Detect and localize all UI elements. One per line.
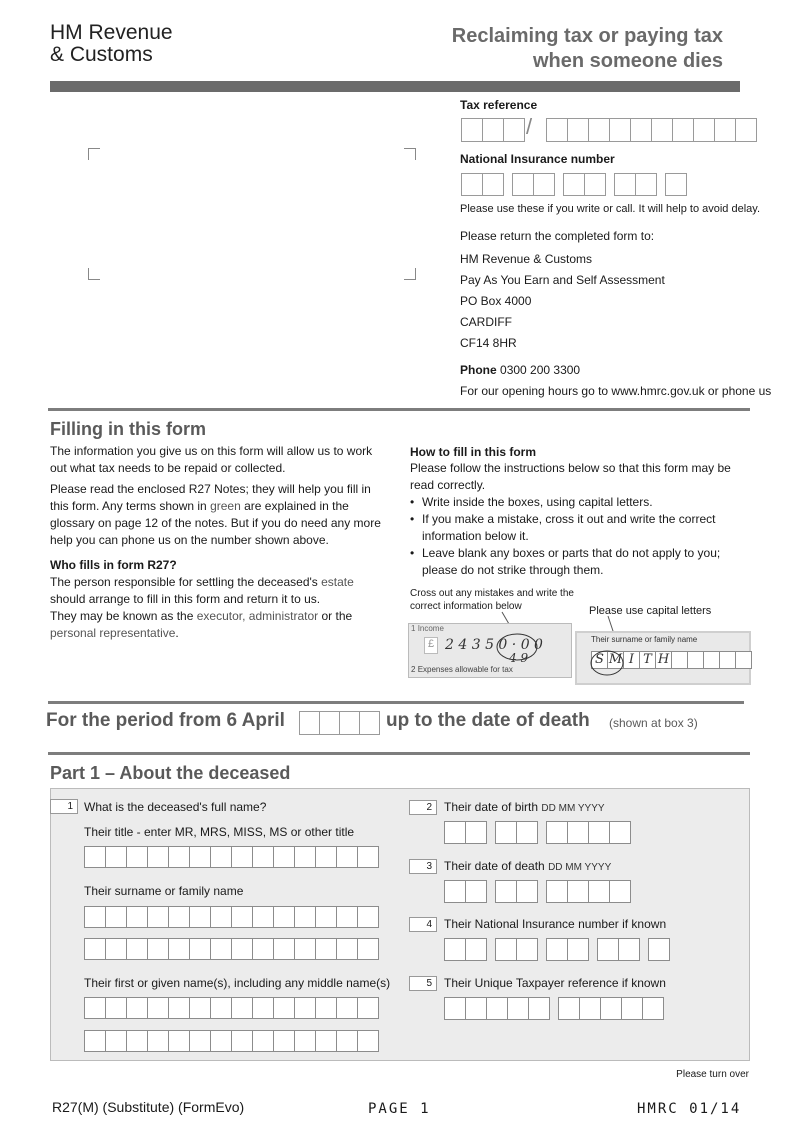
who-part-a: The person responsible for settling the deceased's (50, 575, 322, 589)
char-box[interactable] (126, 846, 148, 868)
char-box[interactable] (84, 997, 106, 1019)
char-box[interactable] (231, 1030, 253, 1052)
char-box[interactable] (147, 1030, 169, 1052)
q3-label-text: Their date of death (444, 859, 545, 873)
example-box-number: 2 (411, 665, 416, 674)
char-box[interactable] (168, 1030, 190, 1052)
phone-line (460, 363, 580, 377)
char-box[interactable] (168, 906, 190, 928)
q2-label (444, 800, 605, 814)
char-box[interactable] (252, 997, 274, 1019)
char-box[interactable] (168, 846, 190, 868)
address-line: PO Box 4000 (460, 294, 532, 308)
char-box[interactable] (189, 906, 211, 928)
q1-number: 1 (50, 799, 78, 814)
use-note: Please use these if you write or call. It will help to avoid delay. (460, 203, 761, 215)
glossary-term-estate: estate (321, 575, 354, 589)
char-box[interactable] (105, 1030, 127, 1052)
example-surname-box (719, 651, 736, 669)
tax-reference-box (735, 118, 757, 142)
q3-label (444, 859, 611, 873)
nino-box (584, 173, 606, 196)
turn-over-note: Please turn over (676, 1069, 749, 1080)
date-box[interactable] (495, 821, 517, 844)
form-code: HMRC 01/14 (637, 1101, 742, 1117)
q5-number: 5 (409, 976, 437, 991)
utr-box[interactable] (621, 997, 643, 1020)
part1-divider (48, 752, 750, 755)
utr-box[interactable] (528, 997, 550, 1020)
tax-reference-box (693, 118, 715, 142)
example-pound-box: £ (424, 637, 438, 654)
nino-box[interactable] (495, 938, 517, 961)
example-correction: 4 9 (509, 651, 529, 665)
nino-box[interactable] (618, 938, 640, 961)
address-window-corner-tl (88, 148, 100, 160)
char-box[interactable] (252, 906, 274, 928)
form-reference: R27(M) (Substitute) (FormEvo) (52, 1099, 245, 1115)
para2-part-b: are explained in the glossary on page 12 of the notes. But if you do need any more help you can phone us on the number shown above. (50, 499, 381, 547)
period-year-box[interactable] (359, 711, 380, 735)
address-line: HM Revenue & Customs (460, 252, 593, 266)
char-box[interactable] (336, 938, 358, 960)
date-box[interactable] (546, 821, 568, 844)
example-surname-box (703, 651, 720, 669)
char-box[interactable] (189, 938, 211, 960)
q3-number: 3 (409, 859, 437, 874)
char-box[interactable] (357, 997, 379, 1019)
char-box[interactable] (126, 997, 148, 1019)
char-box[interactable] (357, 938, 379, 960)
char-box[interactable] (84, 906, 106, 928)
nino-box[interactable] (465, 938, 487, 961)
nino-box[interactable] (546, 938, 568, 961)
char-box[interactable] (231, 938, 253, 960)
q4-label: Their National Insurance number if known (444, 917, 667, 931)
example-income-text: Income (417, 624, 444, 633)
char-box[interactable] (294, 997, 316, 1019)
example-surname-label: Their surname or family name (591, 635, 698, 644)
char-box[interactable] (84, 1030, 106, 1052)
return-address (460, 249, 665, 354)
tax-reference-box (546, 118, 568, 142)
char-box[interactable] (357, 1030, 379, 1052)
date-box[interactable] (588, 821, 610, 844)
char-box[interactable] (231, 846, 253, 868)
nino-box (512, 173, 534, 196)
char-box[interactable] (336, 1030, 358, 1052)
title-label: Their title - enter MR, MRS, MISS, MS or other title (84, 825, 355, 839)
address-window-corner-tr (404, 148, 416, 160)
date-box[interactable] (516, 880, 538, 903)
period-year-box[interactable] (299, 711, 320, 735)
nino-box[interactable] (567, 938, 589, 961)
who-para (50, 574, 385, 642)
how-item: • If you make a mistake, cross it out and write the correct information below it. (410, 511, 750, 545)
period-text-before: For the period from 6 April (46, 710, 285, 731)
example-surname-box: I (623, 651, 640, 669)
address-line: Pay As You Earn and Self Assessment (460, 273, 665, 287)
how-item: • Write inside the boxes, using capital letters. (410, 494, 750, 511)
char-box[interactable] (252, 1030, 274, 1052)
date-box[interactable] (588, 880, 610, 903)
header-bar (50, 81, 740, 92)
address-line: CF14 8HR (460, 336, 517, 350)
example-expenses-text: Expenses allowable for tax (417, 665, 513, 674)
char-box[interactable] (210, 997, 232, 1019)
tax-reference-box (630, 118, 652, 142)
char-box[interactable] (147, 906, 169, 928)
char-box[interactable] (336, 997, 358, 1019)
char-box[interactable] (168, 938, 190, 960)
date-box[interactable] (609, 880, 631, 903)
nino-box (563, 173, 585, 196)
char-box[interactable] (105, 997, 127, 1019)
utr-box[interactable] (444, 997, 466, 1020)
surname-label: Their surname or family name (84, 884, 244, 898)
utr-box[interactable] (600, 997, 622, 1020)
phone-number: 0300 200 3300 (500, 363, 581, 377)
char-box[interactable] (105, 846, 127, 868)
tax-reference-box (482, 118, 504, 142)
example-surname-panel (575, 631, 751, 685)
example-surname-box (687, 651, 704, 669)
example-surname-box: M (608, 652, 623, 667)
nino-box (461, 173, 483, 196)
char-box[interactable] (210, 906, 232, 928)
example-surname-box: T (639, 651, 656, 669)
phone-label: Phone (460, 363, 497, 377)
char-box[interactable] (84, 846, 106, 868)
char-box[interactable] (294, 938, 316, 960)
tax-reference-box (567, 118, 589, 142)
char-box[interactable] (357, 906, 379, 928)
example-surname-box (735, 651, 752, 669)
glossary-term-executor: executor, administrator (196, 609, 319, 623)
char-box[interactable] (231, 906, 253, 928)
char-box[interactable] (210, 938, 232, 960)
how-heading: How to fill in this form (410, 445, 536, 459)
char-box[interactable] (84, 938, 106, 960)
nino-box (635, 173, 657, 196)
document-title (452, 24, 723, 74)
date-box[interactable] (516, 821, 538, 844)
char-box[interactable] (273, 1030, 295, 1052)
char-box[interactable] (252, 938, 274, 960)
date-box[interactable] (465, 821, 487, 844)
char-box[interactable] (315, 997, 337, 1019)
q2-number: 2 (409, 800, 437, 815)
example-surname-box (671, 651, 688, 669)
tax-reference-box (714, 118, 736, 142)
tax-reference-box (503, 118, 525, 142)
char-box[interactable] (294, 906, 316, 928)
utr-box[interactable] (486, 997, 508, 1020)
example-amount: 2 4 3 5 0 · 0 0 (445, 637, 543, 653)
date-box[interactable] (444, 821, 466, 844)
date-box[interactable] (567, 880, 589, 903)
char-box[interactable] (252, 846, 274, 868)
title-line-1: Reclaiming tax or paying tax (451, 25, 723, 47)
char-box[interactable] (294, 846, 316, 868)
glossary-term-green: green (210, 499, 241, 513)
nino-label: National Insurance number (460, 152, 615, 166)
who-part-b: should arrange to fill in this form and return it to us. (50, 592, 321, 606)
example-income-label (411, 624, 444, 633)
char-box[interactable] (231, 997, 253, 1019)
address-window-corner-bl (88, 268, 100, 280)
char-box[interactable] (210, 1030, 232, 1052)
date-box[interactable] (495, 880, 517, 903)
date-box[interactable] (444, 880, 466, 903)
nino-box (533, 173, 555, 196)
char-box[interactable] (147, 846, 169, 868)
utr-box[interactable] (507, 997, 529, 1020)
title-line-2: when someone dies (532, 50, 723, 72)
period-note: (shown at box 3) (609, 716, 698, 730)
char-box[interactable] (315, 1030, 337, 1052)
filling-heading: Filling in this form (50, 419, 206, 439)
char-box[interactable] (126, 1030, 148, 1052)
filling-para-2 (50, 481, 385, 549)
hours-note: For our opening hours go to www.hmrc.gov.uk or phone us (460, 384, 772, 398)
char-box[interactable] (189, 846, 211, 868)
char-box[interactable] (315, 906, 337, 928)
char-box[interactable] (126, 938, 148, 960)
q4-number: 4 (409, 917, 437, 932)
char-box[interactable] (105, 906, 127, 928)
return-intro: Please return the completed form to: (460, 229, 655, 243)
how-list (410, 494, 750, 579)
tax-reference-box (609, 118, 631, 142)
example-surname-box: S (591, 651, 608, 669)
address-line: CARDIFF (460, 315, 512, 329)
char-box[interactable] (273, 906, 295, 928)
address-window-corner-br (404, 268, 416, 280)
period-year-box[interactable] (339, 711, 360, 735)
how-intro: Please follow the instructions below so that this form may be read correctly. (410, 461, 731, 492)
utr-box[interactable] (558, 997, 580, 1020)
char-box[interactable] (273, 997, 295, 1019)
q1-label: What is the deceased's full name? (84, 800, 267, 814)
nino-box[interactable] (444, 938, 466, 961)
logo-line-1: HM Revenue (50, 21, 173, 44)
char-box[interactable] (315, 938, 337, 960)
example-box-number: 1 (411, 624, 416, 633)
char-box[interactable] (126, 906, 148, 928)
nino-box[interactable] (516, 938, 538, 961)
char-box[interactable] (168, 997, 190, 1019)
tax-reference-separator: / (526, 114, 533, 139)
char-box[interactable] (189, 1030, 211, 1052)
given-names-label: Their first or given name(s), including any middle name(s) (84, 976, 391, 990)
para2-part-a: Please read the enclosed R27 Notes; they will help you fill in this form. Any terms shown in (50, 482, 371, 513)
part1-heading: Part 1 – About the deceased (50, 763, 291, 783)
who-part-c: They may be known as the (50, 609, 197, 623)
filling-para-1: The information you give us on this form will allow us to work out what tax needs to be repaid or collected. (50, 444, 373, 475)
char-box[interactable] (315, 846, 337, 868)
nino-box (665, 173, 687, 196)
char-box[interactable] (273, 846, 295, 868)
nino-box[interactable] (648, 938, 670, 961)
logo-line-2: & Customs (50, 43, 153, 66)
utr-box[interactable] (579, 997, 601, 1020)
hmrc-logo (50, 22, 173, 66)
date-box[interactable] (609, 821, 631, 844)
date-box[interactable] (567, 821, 589, 844)
tax-reference-box (672, 118, 694, 142)
example-expenses-label (411, 665, 513, 674)
date-box[interactable] (546, 880, 568, 903)
date-box[interactable] (465, 880, 487, 903)
who-or: or the (318, 609, 353, 623)
tax-reference-box (588, 118, 610, 142)
char-box[interactable] (357, 846, 379, 868)
char-box[interactable] (294, 1030, 316, 1052)
who-heading: Who fills in form R27? (50, 558, 177, 572)
example-cross-note: Cross out any mistakes and write the correct information below (410, 588, 574, 612)
char-box[interactable] (273, 938, 295, 960)
section-divider (48, 408, 750, 411)
q2-label-text: Their date of birth (444, 800, 539, 814)
char-box[interactable] (147, 997, 169, 1019)
example-surname-box: H (655, 651, 672, 669)
q2-hint: DD MM YYYY (541, 803, 605, 814)
char-box[interactable] (189, 997, 211, 1019)
example-caps-note: Please use capital letters (589, 605, 712, 617)
tax-reference-box (651, 118, 673, 142)
example-income-panel (408, 623, 572, 678)
example-caps-circle (589, 649, 625, 677)
q3-hint: DD MM YYYY (548, 862, 612, 873)
period-divider-top (48, 701, 744, 704)
who-end: . (175, 626, 179, 640)
tax-reference-box (461, 118, 483, 142)
nino-box (482, 173, 504, 196)
char-box[interactable] (105, 938, 127, 960)
nino-box[interactable] (597, 938, 619, 961)
utr-box[interactable] (465, 997, 487, 1020)
char-box[interactable] (210, 846, 232, 868)
tax-reference-label: Tax reference (460, 98, 538, 112)
glossary-term-pr: personal representative (50, 626, 176, 640)
char-box[interactable] (336, 846, 358, 868)
how-item: • Leave blank any boxes or parts that do not apply to you; please do not strike through them. (410, 545, 750, 579)
period-year-box[interactable] (319, 711, 340, 735)
page-number: PAGE 1 (368, 1101, 431, 1117)
char-box[interactable] (336, 906, 358, 928)
char-box[interactable] (147, 938, 169, 960)
period-text-after: up to the date of death (386, 710, 590, 731)
utr-box[interactable] (642, 997, 664, 1020)
nino-box (614, 173, 636, 196)
q5-label: Their Unique Taxpayer reference if known (444, 976, 666, 990)
